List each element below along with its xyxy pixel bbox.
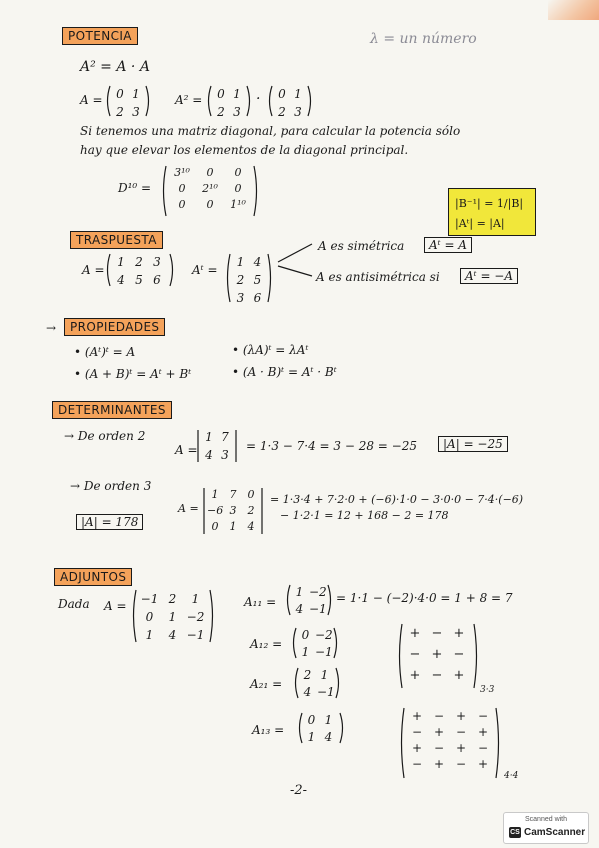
order-3-calculation-line1: = 1·3·4 + 7·2·0 + (−6)·1·0 − 3·0·0 − 7·4·(−6) [270, 493, 524, 506]
sign-matrix-4: + − + − − + − + + − + − − + − + [411, 709, 489, 771]
matrix-a2-label: A² = [175, 93, 203, 107]
scanned-with-text: Scanned with [524, 816, 568, 823]
property-1: • (Aᵗ)ᵗ = A [74, 345, 136, 359]
matrix-a: 0 1 2 3 [116, 87, 140, 119]
matrix-d-label: D¹⁰ = [118, 181, 152, 195]
page-corner-decoration [548, 0, 599, 20]
inverse-determinant-box [448, 188, 536, 236]
order-3-label: → De orden 3 [70, 479, 152, 493]
a13-label: A₁₃ = [252, 723, 285, 737]
multiply-dot: · [256, 91, 261, 107]
adjunct-a-matrix: −1 2 1 0 1 −2 1 4 −1 [140, 592, 205, 642]
transpose-at-matrix: 1 4 2 5 3 6 [236, 255, 262, 305]
order-3-matrix: 1 7 0 −6 3 2 0 1 4 [207, 488, 255, 533]
sign-matrix-3-size: 3·3 [480, 685, 495, 695]
transpose-at-label: Aᵗ = [192, 263, 218, 277]
property-3: • (A + B)ᵗ = Aᵗ + Bᵗ [74, 367, 192, 381]
a11-matrix: 1 −2 4 −1 [295, 585, 327, 616]
matrix-a2-right: 0 1 2 3 [278, 87, 302, 119]
order-2-result: |A| = −25 [438, 436, 508, 452]
power-definition: A² = A · A [80, 59, 150, 75]
property-4: • (A · B)ᵗ = Aᵗ · Bᵗ [232, 365, 337, 379]
inverse-rule-2: |Aᵗ| = |A| [455, 217, 505, 230]
matrix-d: 3¹⁰ 0 0 0 2¹⁰ 0 0 0 1¹⁰ [174, 166, 246, 211]
order-2-calculation: = 1·3 − 7·4 = 3 − 28 = −25 [246, 439, 417, 453]
camscanner-text: CamScanner [524, 827, 586, 838]
a21-label: A₂₁ = [250, 677, 283, 691]
sign-matrix-3: + − + − + − + − + [409, 626, 465, 683]
arrow-icon: → [46, 321, 57, 335]
sign-matrix-4-size: 4·4 [504, 771, 519, 781]
a21-matrix: 2 1 4 −1 [303, 668, 335, 699]
transpose-a-label: A = [82, 263, 105, 277]
section-title-propiedades: PROPIEDADES [64, 318, 165, 336]
a11-calculation: = 1·1 − (−2)·4·0 = 1 + 8 = 7 [336, 591, 513, 605]
antisymmetric-text: A es antisimétrica si [316, 270, 440, 284]
matrix-a2-left: 0 1 2 3 [217, 87, 241, 119]
antisymmetric-equation: Aᵗ = −A [460, 268, 518, 284]
section-title-potencia: POTENCIA [62, 27, 138, 45]
camscanner-logo-icon: CS [510, 829, 520, 836]
lambda-note: λ = un número [370, 31, 477, 47]
order-3-calculation-line2: − 1·2·1 = 12 + 168 − 2 = 178 [280, 509, 449, 522]
transpose-arrows [276, 238, 316, 282]
order-3-result: |A| = 178 [76, 514, 143, 530]
property-2: • (λA)ᵗ = λAᵗ [232, 343, 309, 357]
diagonal-rule-line2: hay que elevar los elementos de la diagonal principal. [80, 143, 409, 157]
symmetric-equation: Aᵗ = A [424, 237, 472, 253]
adjunct-a-label: A = [104, 599, 127, 613]
a12-label: A₁₂ = [250, 637, 283, 651]
symmetric-text: A es simétrica [318, 239, 405, 253]
order-3-a-label: A = [178, 502, 199, 515]
given-label: Dada [58, 597, 90, 611]
inverse-rule-1: |B⁻¹| = 1/|B| [455, 197, 524, 210]
order-2-matrix: 1 7 4 3 [205, 430, 229, 462]
section-title-adjuntos: ADJUNTOS [54, 568, 132, 586]
section-title-traspuesta: TRASPUESTA [70, 231, 163, 249]
a12-matrix: 0 −2 1 −1 [301, 628, 333, 659]
a11-label: A₁₁ = [244, 595, 277, 609]
order-2-a-label: A = [175, 443, 198, 457]
section-title-determinantes: DETERMINANTES [52, 401, 172, 419]
order-2-label: → De orden 2 [64, 429, 146, 443]
camscanner-badge [503, 812, 589, 844]
a13-matrix: 0 1 1 4 [307, 713, 333, 744]
diagonal-rule-line1: Si tenemos una matriz diagonal, para calcular la potencia sólo [80, 124, 461, 138]
matrix-a-label: A = [80, 93, 103, 107]
page-number: -2- [290, 783, 308, 798]
transpose-a-matrix: 1 2 3 4 5 6 [117, 255, 161, 287]
